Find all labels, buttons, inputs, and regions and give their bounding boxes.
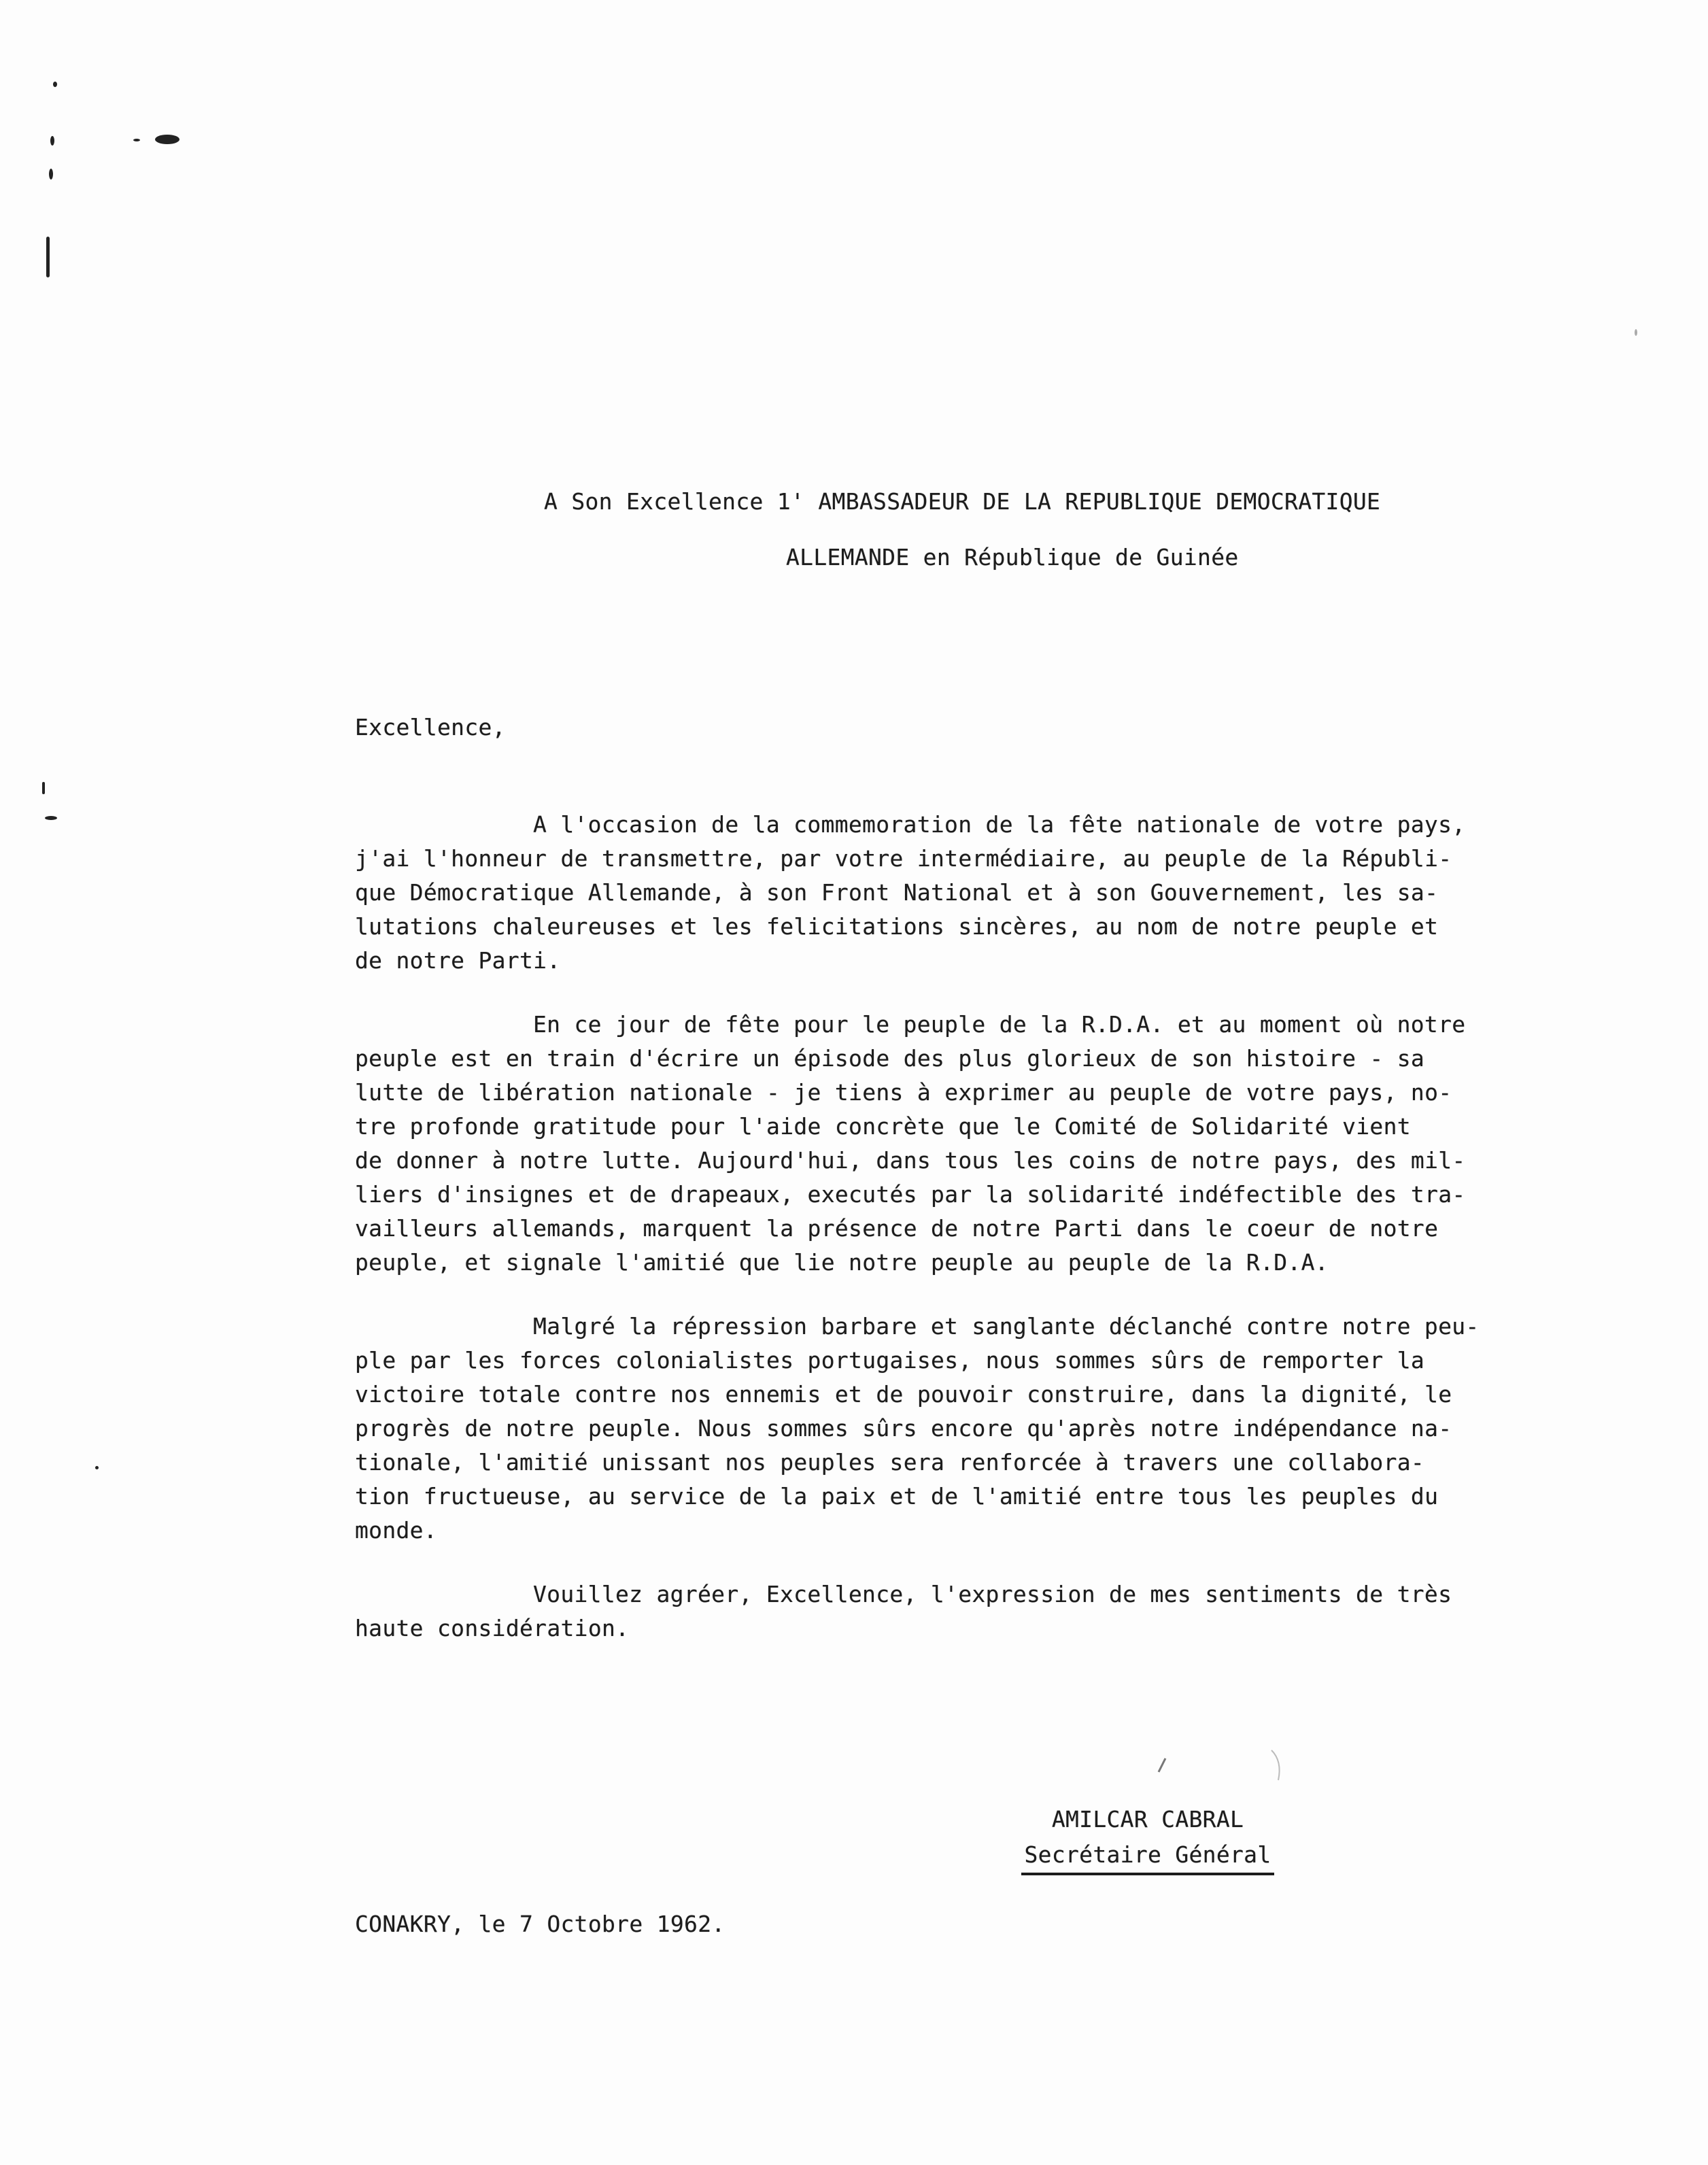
signatory-name: AMILCAR CABRAL <box>1051 1806 1244 1832</box>
text-line: Vouillez agréer, Excellence, l'expression de mes sentiments de très <box>533 1581 1452 1607</box>
scan-speck <box>133 139 140 141</box>
text-line: lutations chaleureuses et les felicitations sincères, au nom de notre peuple et <box>355 913 1439 940</box>
text-line: liers d'insignes et de drapeaux, executés par la solidarité indéfectible des tra- <box>355 1181 1466 1208</box>
text-line: monde. <box>355 1517 438 1544</box>
text-line: lutte de libération nationale - je tiens à exprimer au peuple de votre pays, no- <box>355 1079 1452 1106</box>
text-line: tre profonde gratitude pour l'aide concrète que le Comité de Solidarité vient <box>355 1113 1411 1140</box>
text-line: peuple, et signale l'amitié que lie notre peuple au peuple de la R.D.A. <box>355 1249 1329 1276</box>
recipient-line-1: A Son Excellence 1' AMBASSADEUR DE LA REPUBLIQUE DEMOCRATIQUE <box>544 488 1381 515</box>
text-line: victoire totale contre nos ennemis et de pouvoir construire, dans la dignité, le <box>355 1381 1452 1408</box>
signature-block <box>998 1802 1297 1875</box>
text-line: de notre Parti. <box>355 947 561 974</box>
scan-speck <box>49 169 53 180</box>
salutation: Excellence, <box>355 714 506 740</box>
text-line: de donner à notre lutte. Aujourd'hui, dans tous les coins de notre pays, des mil- <box>355 1147 1466 1174</box>
scan-speck <box>1635 329 1637 336</box>
paragraph-3 <box>355 1310 1633 1548</box>
text-line: ple par les forces colonialistes portugaises, nous sommes sûrs de remporter la <box>355 1347 1425 1374</box>
text-line: j'ai l'honneur de transmettre, par votre intermédiaire, au peuple de la Républi- <box>355 845 1452 872</box>
recipient-line-2: ALLEMANDE en République de Guinée <box>786 544 1239 570</box>
scan-speck <box>155 135 180 144</box>
text-line: tionale, l'amitié unissant nos peuples sera renforcée à travers une collabora- <box>355 1449 1425 1476</box>
signatory-title: Secrétaire Général <box>1021 1837 1274 1875</box>
text-line: En ce jour de fête pour le peuple de la R.D.A. et au moment où notre <box>533 1011 1466 1038</box>
text-line: tion fructueuse, au service de la paix et de l'amitié entre tous les peuples du <box>355 1483 1439 1510</box>
paragraph-1 <box>355 808 1633 978</box>
scan-speck <box>42 782 45 794</box>
paragraph-4 <box>355 1578 1633 1646</box>
text-line: vailleurs allemands, marquent la présence de notre Parti dans le coeur de notre <box>355 1215 1439 1242</box>
text-line: A l'occasion de la commemoration de la fête nationale de votre pays, <box>533 811 1466 838</box>
text-line: Malgré la répression barbare et sanglante déclanché contre notre peu- <box>533 1313 1480 1340</box>
text-line: progrès de notre peuple. Nous sommes sûrs encore qu'après notre indépendance na- <box>355 1415 1452 1442</box>
place-date: CONAKRY, le 7 Octobre 1962. <box>355 1911 725 1937</box>
text-line: peuple est en train d'écrire un épisode des plus glorieux de son histoire - sa <box>355 1045 1425 1072</box>
paragraph-2 <box>355 1008 1633 1280</box>
scan-speck <box>53 82 57 87</box>
scan-speck <box>50 136 54 146</box>
text-line: que Démocratique Allemande, à son Front National et à son Gouvernement, les sa- <box>355 879 1439 906</box>
scan-speck <box>95 1466 99 1469</box>
scan-speck <box>46 237 50 277</box>
scan-speck <box>45 816 57 820</box>
signature-mark <box>1156 1741 1292 1795</box>
letter-body <box>355 808 1633 1675</box>
text-line: haute considération. <box>355 1615 630 1641</box>
